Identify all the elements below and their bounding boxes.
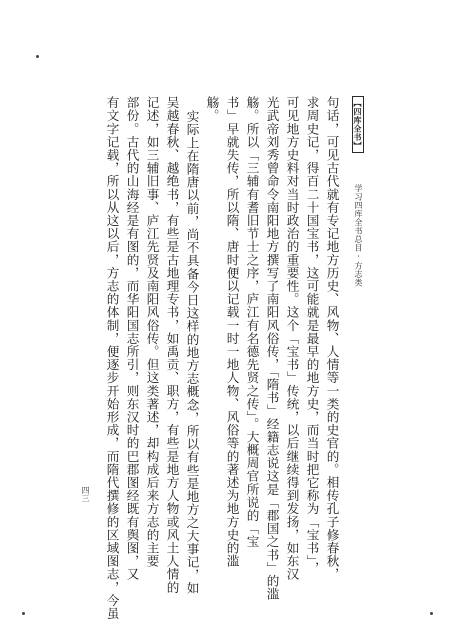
text-column-9: 吴越春秋、越绝书，有些是古地理专书，如禹贡、职方，有些是地方人物或风土人情的 [164, 96, 180, 594]
text-column-4: 光武帝刘秀曾命令南阳地方撰写了南阳风俗传，「隋书」经籍志说这是「郡国之书」的滥 [264, 96, 280, 601]
header-subtitle: 学习四库全书总目·方志类 [354, 184, 363, 287]
scan-speck [22, 612, 25, 615]
text-column-3: 可见地方史料对当时政治的重要性。这个「宝书」传统，以后继续得到发扬，如东汉 [284, 96, 300, 581]
text-column-12: 有文字记载，所以从这以后，方志的体制，便逐步开始形成，而隋代撰修的区域图志，今虽 [104, 96, 120, 620]
text-column-2: 求周史记，得百二十国宝书，这可能就是最早的地方史，而当时把它称为「宝书」， [304, 96, 320, 575]
text-column-6: 书」早就失传，所以隋、唐时便以记载一时一地人物、风俗等的著述为地方史的滥 [224, 96, 240, 568]
page-number: 四三 [81, 486, 90, 502]
text-column-8: 实际上在隋唐以前，尚不具备今日这样的地方志概念，所以有些是地方之大事记，如 [184, 110, 200, 595]
text-column-10: 记述，如三辅旧事、庐江先贤及南阳风俗传。但这类著述，却构成后来方志的主要 [144, 96, 160, 568]
header-title: 【四库全书】 [352, 96, 364, 153]
running-header [354, 96, 362, 287]
text-column-7: 觞。 [204, 96, 220, 123]
text-column-1: 句话，可见古代就有专记地方历史、风物、人情等一类的史官的。相传孔子修春秋， [324, 96, 340, 581]
text-column-11: 部份。古代的山海经是有图的，而华阳国志所引，则东汉时的巴郡图经既有舆图，又 [124, 96, 140, 581]
text-column-5: 觞。所以「三辅有耆旧节士之序，庐江有名德先贤之传」。大概周官所说的「宝 [244, 96, 260, 549]
scan-speck [430, 612, 433, 615]
scan-speck [36, 55, 39, 58]
